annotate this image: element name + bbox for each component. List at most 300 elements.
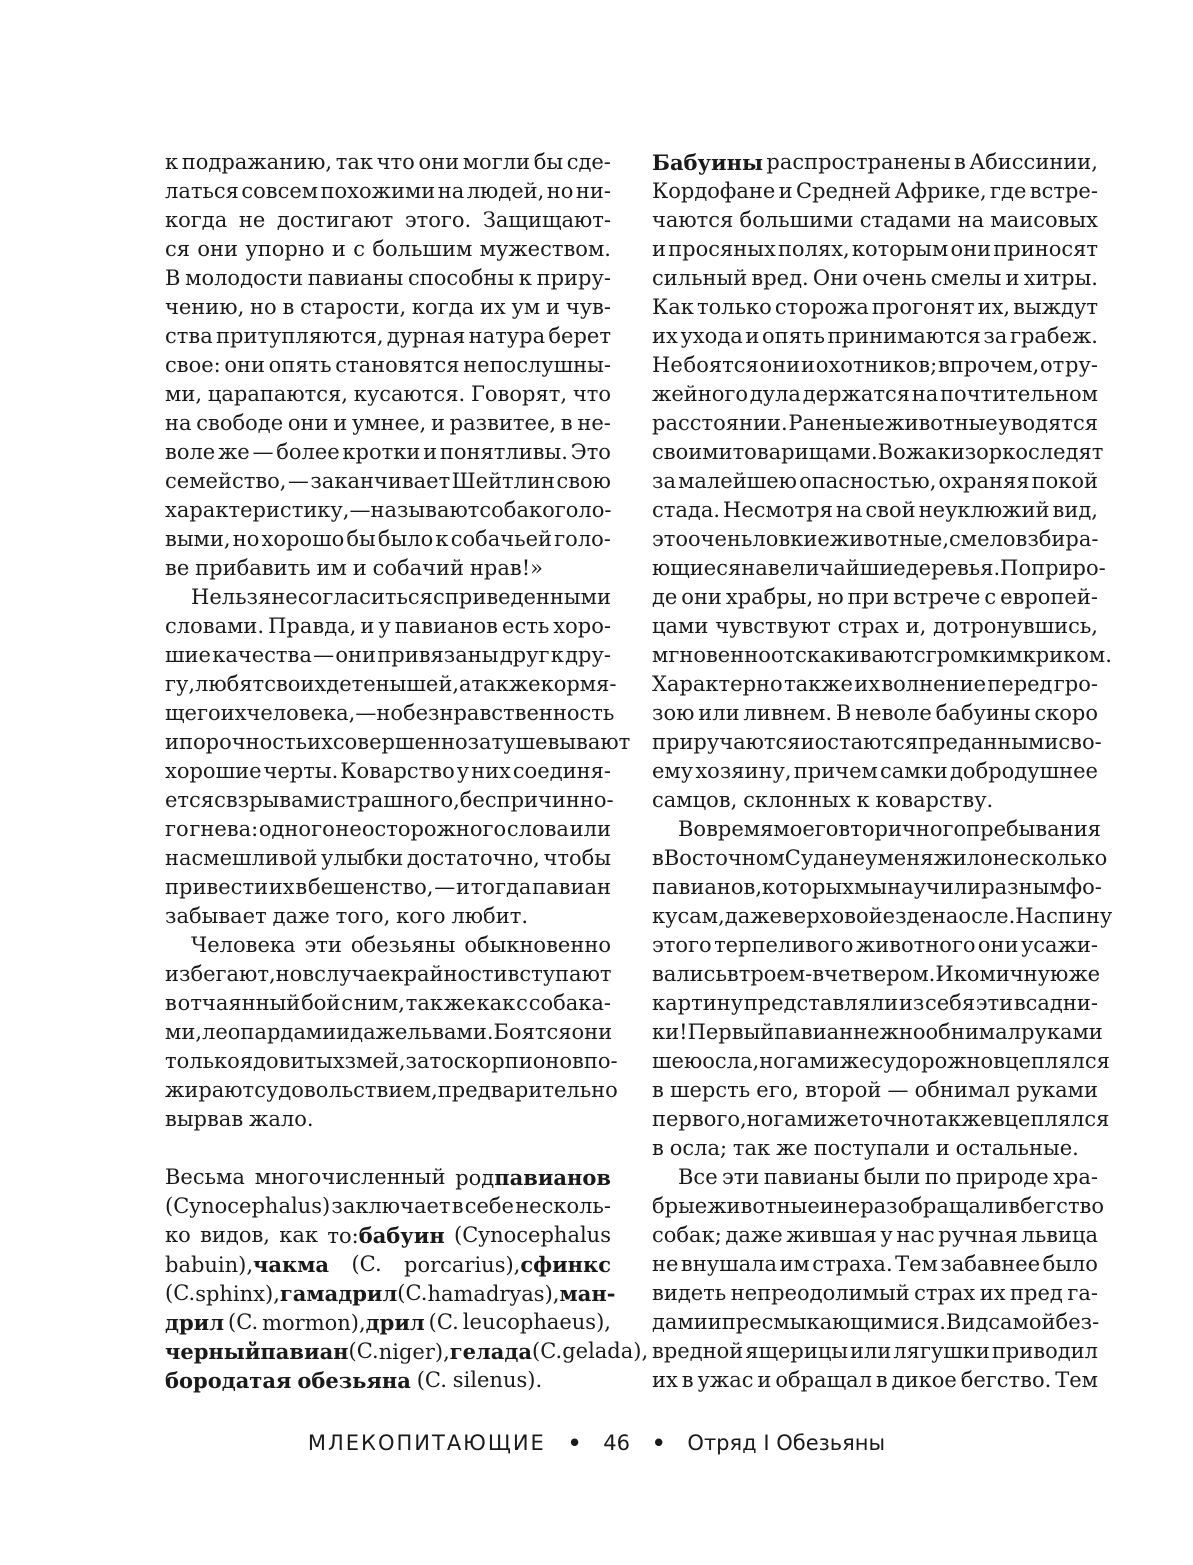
word: шею: [652, 1049, 703, 1073]
word: бегство: [1020, 1194, 1105, 1218]
word: мы: [854, 875, 888, 899]
word: зато: [405, 1049, 454, 1073]
word: По: [1000, 556, 1032, 580]
text-line: [165, 1018, 611, 1047]
word: на: [957, 208, 985, 232]
word: кормя-: [540, 672, 617, 696]
word: опять: [761, 324, 825, 348]
text-line: [652, 1076, 1098, 1105]
text-line: [165, 786, 614, 815]
word: на: [165, 411, 192, 435]
word: ющиеся: [652, 556, 742, 580]
word: остальные.: [955, 1136, 1079, 1160]
word: (C.: [165, 1281, 196, 1305]
word: ядовитых: [239, 1049, 345, 1073]
word: картину: [652, 991, 744, 1015]
word: у: [378, 614, 391, 638]
word: го: [165, 817, 189, 841]
word: поступали: [813, 1136, 930, 1160]
text-line: [165, 1163, 611, 1192]
word: и: [800, 730, 815, 754]
word: у: [880, 1223, 893, 1247]
text-line: [652, 989, 1098, 1018]
word: страх: [914, 1281, 976, 1305]
text-line: [652, 148, 1098, 177]
word: малейшею: [678, 469, 797, 493]
text-line: [165, 322, 611, 351]
text-line: [652, 728, 1102, 757]
word: Кордофане: [652, 179, 776, 203]
text-line: [165, 1279, 616, 1308]
word: по-: [583, 1049, 618, 1073]
word: в: [875, 1368, 888, 1392]
word: всадни-: [1013, 991, 1098, 1015]
word: вцеплялся: [992, 1107, 1110, 1131]
word: животные: [885, 411, 998, 435]
text-line: [652, 322, 1098, 351]
word: кусаются.: [353, 382, 466, 406]
word: свой: [865, 498, 916, 522]
word: опасностью,: [799, 469, 937, 493]
word: по: [924, 1165, 952, 1189]
word: улыбки: [321, 846, 404, 870]
word: Характерно: [652, 672, 783, 696]
word: они: [681, 585, 722, 609]
word: беспричинно-: [459, 788, 614, 812]
word: самки: [880, 759, 948, 783]
word: обезьяна: [297, 1368, 411, 1393]
word: ру-: [1065, 353, 1098, 377]
word: перед: [987, 672, 1053, 696]
word: смело: [949, 527, 1016, 551]
word: обращали: [897, 1194, 1009, 1218]
word: безнравственность: [402, 701, 615, 725]
word: скоро: [1034, 701, 1098, 725]
word: дурная: [386, 324, 466, 348]
word: и: [455, 875, 470, 899]
word: шие: [165, 643, 211, 667]
text-line: [652, 1192, 1105, 1221]
word: —: [287, 469, 309, 493]
word: обыкновенно: [464, 933, 611, 957]
word: голо-: [554, 527, 611, 551]
word: львица: [1021, 1223, 1098, 1247]
word: Тем: [895, 1252, 938, 1276]
word: точно: [858, 1107, 924, 1131]
word: встре-: [1029, 179, 1098, 203]
word: же: [1068, 962, 1101, 986]
word: бы: [346, 527, 376, 551]
word: в: [681, 1368, 694, 1392]
word: кусам,: [652, 904, 725, 928]
word: молодости: [185, 266, 304, 290]
word: И: [935, 962, 954, 986]
word: того,: [335, 904, 391, 928]
word: тогда: [470, 875, 532, 899]
word: и: [360, 614, 375, 638]
word: многочисленный: [254, 1165, 446, 1189]
word: непреодолимый: [730, 1281, 910, 1305]
word: или: [698, 701, 740, 725]
word: к: [518, 266, 532, 290]
word: сде-: [566, 150, 611, 174]
word: очень: [688, 527, 753, 551]
text-line: [165, 873, 611, 902]
word: в: [282, 295, 295, 319]
word: ужас: [697, 1368, 754, 1392]
text-line: [652, 206, 1098, 235]
word: так: [732, 1136, 771, 1160]
text-line: [652, 438, 1104, 467]
word: с: [516, 991, 528, 1015]
word: их: [220, 701, 247, 725]
word: на: [437, 179, 465, 203]
word: не: [238, 208, 266, 232]
word: павианы: [763, 1165, 860, 1189]
word: соединя-: [512, 759, 611, 783]
word: заключает: [331, 1194, 451, 1218]
word: вторичного: [838, 817, 967, 841]
word: ства: [165, 324, 213, 348]
word: причем: [793, 759, 878, 783]
text-line: [652, 641, 1112, 670]
text-line: [165, 931, 611, 960]
word: Говорят,: [471, 382, 567, 406]
text-line: [165, 989, 611, 1018]
word: с: [913, 643, 926, 667]
text-line: [652, 960, 1101, 989]
word: —: [355, 701, 377, 725]
word: ве: [165, 556, 190, 580]
word: выми,: [165, 527, 231, 551]
word: на: [911, 382, 939, 406]
text-line: [165, 1192, 611, 1221]
text-line: [165, 525, 611, 554]
word: бегство.: [960, 1368, 1052, 1392]
word: осле.: [958, 904, 1016, 928]
word: они: [197, 237, 239, 261]
word: и: [352, 556, 367, 580]
word: одного: [258, 817, 335, 841]
word: —: [349, 498, 371, 522]
word: пред: [1010, 1281, 1063, 1305]
word: с: [254, 1078, 266, 1102]
text-line: [165, 641, 611, 670]
word: старости,: [300, 295, 407, 319]
word: что: [376, 150, 415, 174]
word: видеть: [652, 1281, 727, 1305]
text-line: [652, 815, 1101, 844]
word: чувствуют: [715, 614, 831, 638]
word: как: [279, 1223, 319, 1247]
word: Раненые: [788, 411, 885, 435]
word: с: [214, 788, 226, 812]
word: было: [377, 527, 434, 551]
word: их: [979, 1281, 1006, 1305]
word: криком.: [1022, 643, 1112, 667]
text-line: [652, 583, 1098, 612]
word: людей,: [466, 179, 545, 203]
word: почтительном: [940, 382, 1098, 406]
text-line: [165, 293, 611, 322]
text-line: [652, 902, 1113, 931]
word: избегают,: [165, 962, 276, 986]
word: в: [302, 962, 315, 986]
word: Весьма: [165, 1165, 245, 1189]
word: ум: [511, 295, 541, 319]
word: собачьей: [450, 527, 553, 551]
word: охраняя: [938, 469, 1030, 493]
word: похожими: [320, 179, 436, 203]
word: они: [759, 353, 801, 377]
text-line: [652, 1047, 1110, 1076]
word: от: [1039, 353, 1065, 377]
word: в: [560, 411, 573, 435]
text-line: [165, 728, 631, 757]
word: их: [652, 324, 678, 348]
word: Абиссинии,: [969, 150, 1098, 174]
word: воле: [165, 440, 216, 464]
word: хорошо: [261, 527, 345, 551]
word: боятся: [683, 353, 759, 377]
word: (C.: [348, 1339, 379, 1363]
word: и: [165, 730, 179, 754]
word: даже: [725, 1223, 783, 1247]
text-line: [652, 235, 1098, 264]
footer-chapter-title: Отряд I Обезьяны: [687, 1431, 886, 1455]
word: стадами: [859, 208, 952, 232]
word: было: [1042, 1252, 1098, 1276]
word: кротки: [342, 440, 421, 464]
word: расстоянии.: [652, 411, 788, 435]
word: также: [783, 672, 853, 696]
text-line: [652, 351, 1098, 380]
word: babuin),чакма: [165, 1252, 330, 1277]
word: к: [165, 150, 179, 174]
word: павиан: [532, 875, 611, 899]
text-line: [652, 1366, 1098, 1395]
word: В: [165, 266, 181, 290]
word: сво-: [1058, 730, 1102, 754]
word: видов,: [200, 1223, 270, 1247]
word: Боятся: [493, 1020, 572, 1044]
word: только: [696, 295, 772, 319]
word: непослушны-: [463, 353, 611, 377]
text-line: [652, 1279, 1098, 1308]
footer-bullet: •: [567, 1431, 582, 1455]
word: щего: [165, 701, 221, 725]
text-line: [165, 496, 611, 525]
word: вред.: [751, 266, 809, 290]
text-line: [165, 264, 611, 293]
word: на: [835, 498, 863, 522]
word: насмешливой: [165, 846, 318, 870]
word: жирают: [165, 1078, 255, 1102]
word: слова: [506, 817, 569, 841]
word: приро-: [1031, 556, 1106, 580]
word: (Cynocephalus: [454, 1223, 611, 1247]
word: а: [459, 672, 472, 696]
word: в: [295, 875, 308, 899]
word: опять: [268, 353, 332, 377]
word: в: [451, 1194, 464, 1218]
word: бы: [533, 150, 564, 174]
text-line: [165, 815, 611, 844]
text-line: [165, 1366, 611, 1395]
word: себе: [464, 1194, 514, 1218]
word: самой: [988, 1310, 1056, 1334]
word: даже: [272, 904, 330, 928]
word: (C.: [351, 1252, 382, 1276]
word: Коварство: [340, 759, 455, 783]
word: человека,: [246, 701, 356, 725]
word: семейство,: [165, 469, 287, 493]
page-footer: [0, 1431, 1193, 1455]
word: бородатая: [165, 1368, 292, 1393]
text-line: [165, 1337, 649, 1366]
word: громким: [925, 643, 1023, 667]
word: которых: [762, 875, 855, 899]
word: —: [313, 643, 335, 667]
word: покой: [1031, 469, 1098, 493]
word: и: [800, 353, 815, 377]
word: втроем-вчетвером.: [726, 962, 936, 986]
word: прогонят: [871, 295, 975, 319]
word: упорно: [245, 237, 325, 261]
text-line: [652, 1308, 1098, 1337]
text-line: [165, 960, 611, 989]
word: или: [850, 1339, 892, 1363]
word: niger),гелада: [378, 1339, 533, 1364]
word: отскакивают: [770, 643, 914, 667]
word: дула: [749, 382, 801, 406]
word: ним,: [353, 991, 405, 1015]
word: дотронувшись,: [933, 614, 1098, 638]
word: зою: [652, 701, 695, 725]
word: Как: [652, 295, 694, 319]
word: но: [250, 295, 277, 319]
word: их,: [977, 295, 1011, 319]
word: их: [854, 672, 881, 696]
word: в: [652, 1136, 664, 1160]
word: полях,: [777, 237, 850, 261]
word: привязаны: [377, 643, 499, 667]
word: достигают: [276, 208, 394, 232]
word: эти: [304, 933, 342, 957]
word: свободе: [196, 411, 284, 435]
word: ко: [165, 1223, 191, 1247]
word: это: [652, 527, 689, 551]
word: согласиться: [297, 585, 433, 609]
text-line: [165, 438, 611, 467]
word: стада.: [652, 498, 721, 522]
word: но: [232, 527, 260, 551]
word: на: [931, 904, 959, 928]
word: и: [707, 1310, 722, 1334]
word: способны: [407, 266, 515, 290]
word: натура: [468, 324, 546, 348]
word: к: [550, 643, 564, 667]
word: совершенно: [332, 730, 468, 754]
word: их: [307, 730, 333, 754]
word: гнева:: [189, 817, 259, 841]
word: предварительно: [437, 1078, 618, 1102]
word: вступают: [507, 962, 612, 986]
word: своими: [652, 440, 733, 464]
word: и: [652, 237, 666, 261]
word: и: [546, 295, 561, 319]
word: Во: [678, 817, 707, 841]
word: заканчивает: [310, 469, 451, 493]
word: они: [287, 411, 329, 435]
word: выждут: [1013, 295, 1098, 319]
word: отчаянный: [177, 991, 301, 1015]
word: ки!: [652, 1020, 688, 1044]
word: более: [276, 440, 340, 464]
word: совсем: [241, 179, 319, 203]
word: что: [572, 382, 611, 406]
word: им: [316, 556, 347, 580]
word: уводятся: [998, 411, 1098, 435]
word: держатся: [802, 382, 910, 406]
word: склонных: [743, 788, 851, 812]
word: же: [217, 440, 250, 464]
word: обнимал: [925, 1020, 1022, 1044]
word: Судане: [784, 846, 866, 870]
word: (C.: [397, 1281, 428, 1305]
word: волнение: [881, 672, 986, 696]
word: ногами: [746, 1107, 828, 1131]
word: павианы: [307, 266, 404, 290]
word: так: [923, 1107, 961, 1131]
word: же: [443, 991, 476, 1015]
word: Правда,: [268, 614, 357, 638]
word: несколь-: [515, 1194, 611, 1218]
word: к: [856, 788, 870, 812]
word: они: [418, 150, 460, 174]
word: родпавианов: [455, 1165, 611, 1190]
word: забавнее: [940, 1252, 1041, 1276]
word: страха.: [812, 1252, 893, 1276]
word: хоро-: [553, 614, 611, 638]
word: же: [776, 1136, 808, 1160]
word: себя: [924, 991, 976, 1015]
text-line: [652, 496, 1098, 525]
word: жило: [933, 846, 993, 870]
word: в: [165, 991, 177, 1015]
word: они: [977, 933, 1019, 957]
word: терпеливого: [714, 933, 854, 957]
word: дикое: [891, 1368, 957, 1392]
footer-bullet: •: [651, 1431, 666, 1455]
word: в: [652, 1078, 664, 1102]
word: взбира-: [1015, 527, 1099, 551]
word: затушевывают: [467, 730, 631, 754]
word: вредной: [652, 1339, 744, 1363]
word: (C.: [428, 1310, 459, 1334]
word: черный: [165, 1339, 261, 1364]
word: они: [224, 353, 266, 377]
word: впрочем,: [937, 353, 1040, 377]
word: любит.: [451, 904, 528, 928]
word: брые: [652, 1194, 708, 1218]
word: за: [652, 469, 676, 493]
word: достаточно,: [406, 846, 540, 870]
word: смелы: [930, 266, 1002, 290]
word: чению,: [165, 295, 245, 319]
word: забывает: [165, 904, 267, 928]
word: деревья.: [905, 556, 1001, 580]
